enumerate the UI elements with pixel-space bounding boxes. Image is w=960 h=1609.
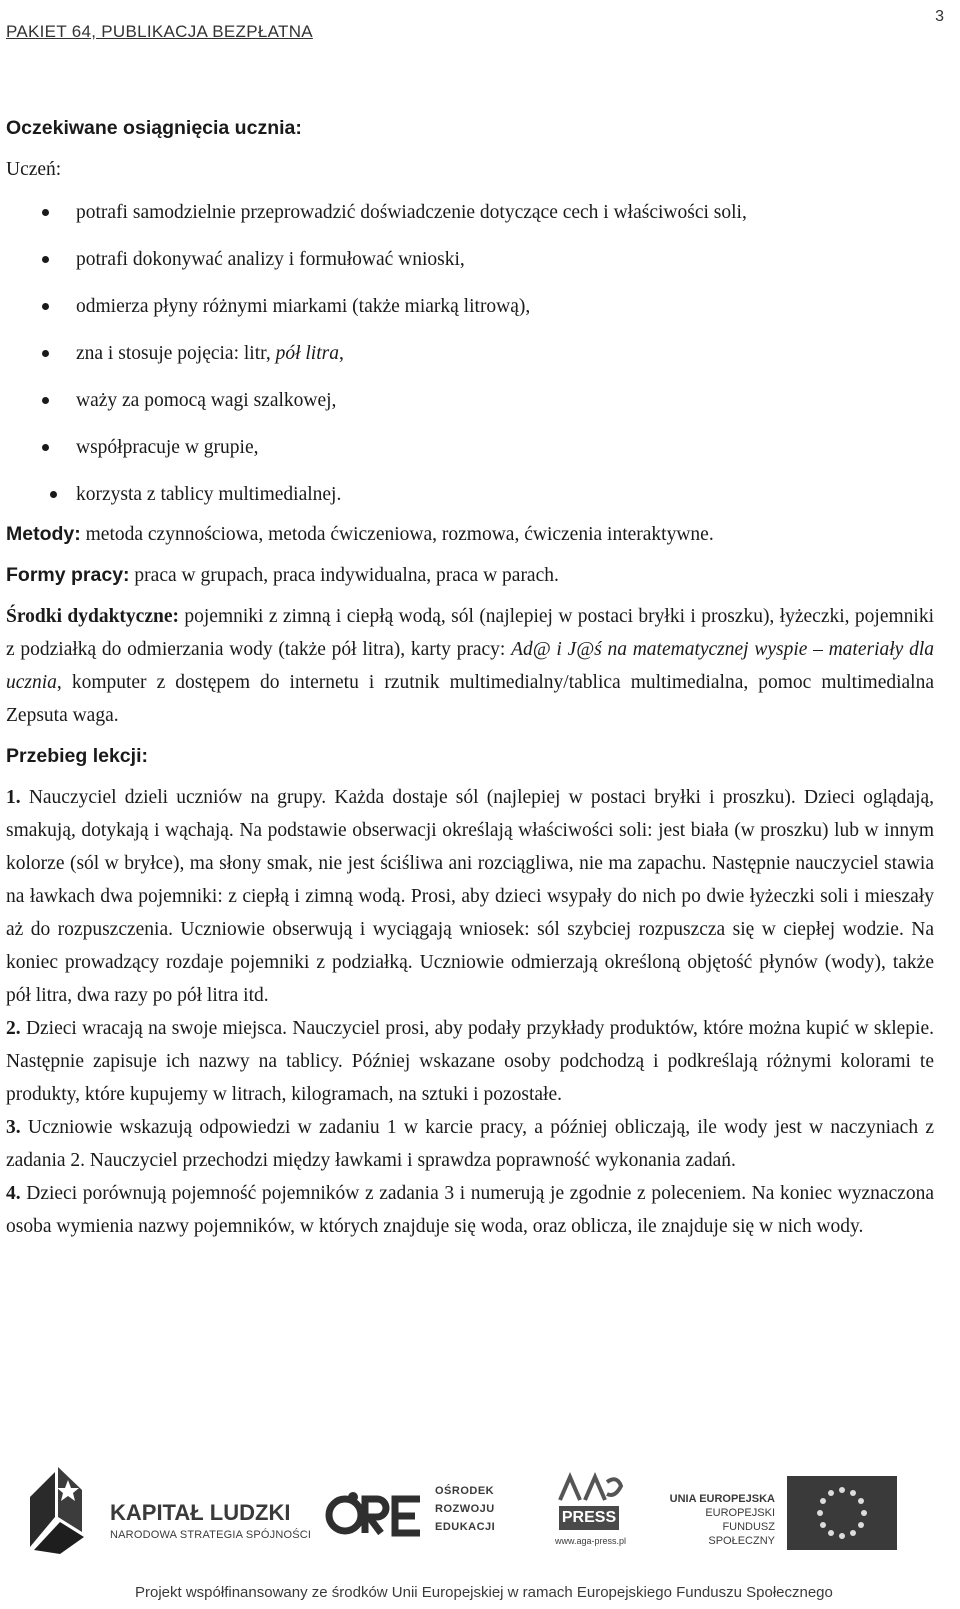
- bullet-icon: [42, 209, 49, 216]
- lesson-heading: Przebieg lekcji:: [6, 745, 148, 767]
- aga-press-logo: [555, 1472, 645, 1562]
- forms-line: Formy pracy: praca w grupach, praca indywidualna, praca w parach.: [6, 564, 559, 586]
- aga-press-box: PRESS: [559, 1506, 619, 1530]
- bullet-icon: [42, 444, 49, 451]
- list-item: waży za pomocą wagi szalkowej,: [6, 384, 934, 431]
- bullet-icon: [42, 303, 49, 310]
- lesson-step: 4. Dzieci porównują pojemność pojemników z zadania 3 i numerują je zgodnie z poleceniem. Na koniec wyznaczona osoba wymienia nazwy pojemników, w których znajduje się woda, oraz oblicza, ile znajduje się w nich wody.: [6, 1183, 934, 1237]
- bullet-icon: [42, 397, 49, 404]
- outcomes-list: [6, 196, 934, 518]
- kapital-ludzki-emblem-icon: [20, 1462, 90, 1557]
- list-item: potrafi dokonywać analizy i formułować wnioski,: [6, 243, 934, 290]
- bullet-icon: [42, 350, 49, 357]
- page-header: [6, 8, 952, 50]
- kl-title: KAPITAŁ LUDZKI: [110, 1500, 291, 1525]
- list-item: zna i stosuje pojęcia: litr, pół litra,: [6, 337, 934, 384]
- outcomes-intro: Uczeń:: [6, 159, 62, 180]
- eu-caption: UNIA EUROPEJSKA EUROPEJSKI FUNDUSZ SPOŁECZNY: [669, 1493, 775, 1547]
- eu-flag-icon: [787, 1476, 897, 1550]
- outcomes-heading: Oczekiwane osiągnięcia ucznia:: [6, 117, 302, 139]
- methods-line: Metody: metoda czynnościowa, metoda ćwiczeniowa, rozmowa, ćwiczenia interaktywne.: [6, 523, 714, 545]
- kapital-ludzki-logo: [20, 1462, 320, 1562]
- ore-logo: [325, 1462, 496, 1562]
- list-item: współpracuje w grupie,: [6, 431, 934, 478]
- lesson-step: 3. Uczniowie wskazują odpowiedzi w zadaniu 1 w karcie pracy, a później obliczają, ile wody jest w naczyniach z zadania 2. Nauczyciel przechodzi między ławkami i sprawdza poprawność wykonania zadań.: [6, 1117, 934, 1171]
- ore-caption: OŚRODEK ROZWOJU EDUKACJI: [435, 1485, 496, 1533]
- publication-title: PAKIET 64, PUBLIKACJA BEZPŁATNA: [6, 22, 313, 41]
- bullet-icon: [42, 256, 49, 263]
- aga-emblem-icon: [555, 1472, 625, 1502]
- funding-note: Projekt współfinansowany ze środków Unii Europejskiej w ramach Europejskiego Funduszu Społecznego: [135, 1584, 833, 1601]
- document-body: [6, 112, 934, 1243]
- lesson-step: 2. Dzieci wracają na swoje miejsca. Nauczyciel prosi, aby podały przykłady produktów, które można kupić w sklepie. Następnie zapisuje ich nazwy na tablicy. Później wskazane osoby podchodzą i podkreślają różnymi kolorami te produkty, które kupujemy w litrach, kilogramach, na sztuki i pozostałe.: [6, 1018, 934, 1105]
- ore-emblem-icon: [325, 1467, 430, 1557]
- page-number: 3: [935, 8, 944, 25]
- bullet-icon: [50, 491, 57, 498]
- kl-subtitle: NARODOWA STRATEGIA SPÓJNOŚCI: [110, 1529, 312, 1541]
- list-item: potrafi samodzielnie przeprowadzić doświadczenie dotyczące cech i właściwości soli,: [6, 196, 934, 243]
- resources-paragraph: Środki dydaktyczne: pojemniki z zimną i ciepłą wodą, sól (najlepiej w postaci bryłki i proszku), łyżeczki, pojemniki z podziałką do odmierzania wody (także pół litra), karty pracy: Ad@ i J@ś na matematycznej wyspie – materiały dla ucznia, komputer z dostępem do internetu i rzutnik multimedialny/tablica multimedialna, pomoc multimedialna Zepsuta waga.: [6, 606, 934, 726]
- aga-url: www.aga-press.pl: [555, 1536, 627, 1546]
- funding-footer: [0, 1462, 960, 1609]
- list-item: korzysta z tablicy multimedialnej.: [6, 478, 934, 518]
- eu-logo: [665, 1472, 945, 1562]
- lesson-step: 1. Nauczyciel dzieli uczniów na grupy. Każda dostaje sól (najlepiej w postaci bryłki i proszku). Dzieci oglądają, smakują, dotykają i wąchają. Na podstawie obserwacji określają właściwości soli: jest biała (w proszku) lub w innym kolorze (sól w bryłce), ma słony smak, nie jest ściśliwa ani rozciągliwa, nie ma zapachu. Następnie nauczyciel stawia na ławkach dwa pojemniki: z ciepłą i zimną wodą. Prosi, aby dzieci wsypały do nich po dwie łyżeczki soli i mieszały aż do rozpuszczenia. Uczniowie obserwują i wyciągają wniosek: sól szybciej rozpuszcza się w ciepłej wodzie. Na koniec prowadzący rozdaje pojemniki z podziałką. Uczniowie odmierzają określoną objętość płynów (wody), także pół litra, dwa razy po pół litra itd.: [6, 787, 934, 1006]
- list-item: odmierza płyny różnymi miarkami (także miarką litrową),: [6, 290, 934, 337]
